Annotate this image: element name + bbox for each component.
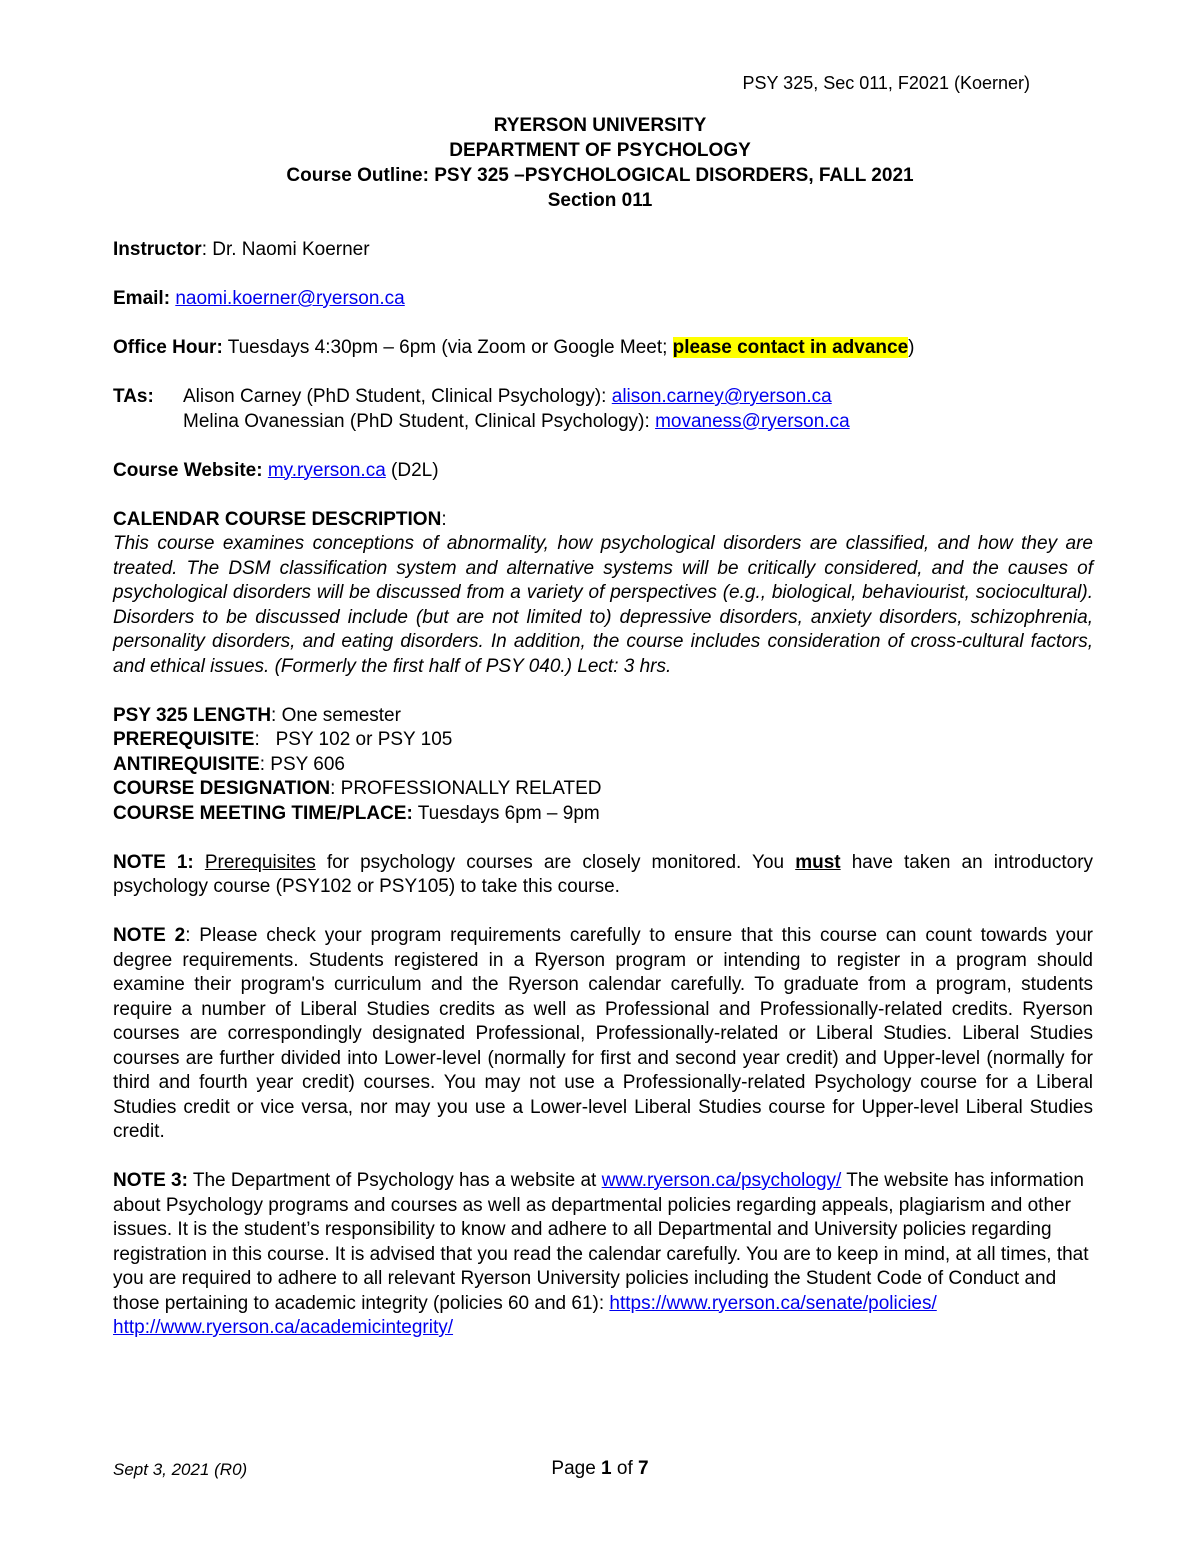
note-1-text: for psychology courses are closely monitored. You bbox=[315, 851, 796, 873]
note-2-text: : Please check your program requirements carefully to ensure that this course can count towards your degree requirements. Students registered in a Ryerson program or intending to register in a program should examine their program's curriculum and the Ryerson calendar carefully. To graduate from a program, students require a number of Liberal Studies credits as well as Professional and Professionally-related credits. Ryerson courses are correspondingly designated Professional, Professionally-related or Liberal Studies. Liberal Studies courses are further divided into Lower-level (normally for first and second year credit) and Upper-level (normally for third and fourth year credit) courses. You may not use a Professionally-related Psychology course for a Liberal Studies credit or vice versa, nor may you use a Lower-level Liberal Studies course for Upper-level Liberal Studies credit. bbox=[113, 925, 1093, 1142]
ta-item bbox=[183, 385, 850, 410]
psychology-website-link[interactable]: www.ryerson.ca/psychology/ bbox=[601, 1170, 842, 1191]
note-1 bbox=[113, 851, 1093, 900]
ta-email-link[interactable]: movaness@ryerson.ca bbox=[655, 410, 850, 432]
detail-row bbox=[113, 802, 1093, 827]
of-word: of bbox=[611, 1458, 639, 1479]
tas-label: TAs: bbox=[113, 386, 154, 407]
office-hour-highlight: please contact in advance bbox=[672, 337, 909, 358]
detail-row bbox=[113, 704, 1093, 729]
calendar-heading-colon: : bbox=[441, 508, 447, 530]
calendar-description: This course examines conceptions of abnormality, how psychological disorders are classified, and how they are treated. The DSM classification system and alternative systems will be critically considered, and the causes of psychological disorders will be discussed from a variety of perspectives (e.g., biological, behaviourist, sociocultural). Disorders to be discussed include (but are not limited to) depressive disorders, anxiety disorders, schizophrenia, personality disorders, and eating disorders. In addition, the course includes consideration of cross-cultural factors, and ethical issues. (Formerly the first half of PSY 040.) Lect: 3 hrs. bbox=[113, 533, 1093, 677]
current-page: 1 bbox=[601, 1458, 612, 1479]
footer-date: Sept 3, 2021 (R0) bbox=[113, 1460, 248, 1479]
detail-row bbox=[113, 777, 1093, 802]
note-3-label: NOTE 3: bbox=[113, 1170, 188, 1191]
detail-label: ANTIREQUISITE bbox=[113, 753, 260, 775]
detail-value: : PROFESSIONALLY RELATED bbox=[330, 778, 602, 799]
note-2 bbox=[113, 924, 1093, 1145]
detail-label: COURSE DESIGNATION bbox=[113, 778, 331, 799]
detail-value: : One semester bbox=[271, 704, 401, 726]
section-number: Section 011 bbox=[547, 190, 653, 211]
senate-policies-link[interactable]: https://www.ryerson.ca/senate/policies/ bbox=[609, 1292, 937, 1314]
ta-email-link[interactable]: alison.carney@ryerson.ca bbox=[611, 386, 832, 407]
document-body bbox=[113, 238, 1093, 1341]
detail-label: COURSE MEETING TIME/PLACE: bbox=[113, 802, 413, 824]
detail-value: : PSY 606 bbox=[259, 753, 345, 775]
running-header: PSY 325, Sec 011, F2021 (Koerner) bbox=[742, 73, 1030, 93]
course-website-link[interactable]: my.ryerson.ca bbox=[267, 459, 386, 481]
email-label: Email: bbox=[113, 288, 171, 309]
course-details bbox=[113, 704, 1093, 827]
detail-value: : PSY 102 or PSY 105 bbox=[254, 729, 453, 750]
note-3 bbox=[113, 1169, 1093, 1341]
office-hour-label: Office Hour: bbox=[113, 337, 223, 358]
note-1-label: NOTE 1: bbox=[113, 851, 194, 873]
department-name: DEPARTMENT OF PSYCHOLOGY bbox=[449, 140, 751, 161]
note-1-prerequisites: Prerequisites bbox=[204, 851, 316, 873]
tas-list bbox=[183, 385, 850, 434]
note-1-text-2: have taken an introductory psychology course (PSY102 or PSY105) to take this course. bbox=[113, 851, 1094, 897]
detail-label: PREREQUISITE bbox=[113, 729, 255, 750]
instructor-email-link[interactable]: naomi.koerner@ryerson.ca bbox=[175, 288, 405, 309]
course-website-line bbox=[113, 459, 1093, 484]
office-hour-tail: ) bbox=[908, 337, 915, 358]
instructor-value: : Dr. Naomi Koerner bbox=[201, 239, 370, 260]
detail-value: Tuesdays 6pm – 9pm bbox=[412, 802, 600, 824]
calendar-heading-text: CALENDAR COURSE DESCRIPTION bbox=[113, 508, 442, 530]
note-2-label: NOTE 2 bbox=[113, 925, 186, 946]
course-website-label: Course Website: bbox=[113, 459, 263, 481]
office-hour-line bbox=[113, 336, 1093, 361]
detail-label: PSY 325 LENGTH bbox=[113, 704, 272, 726]
ta-item bbox=[183, 410, 850, 435]
ta-name: Melina Ovanessian (PhD Student, Clinical Psychology): bbox=[183, 410, 656, 432]
academic-integrity-link[interactable]: http://www.ryerson.ca/academicintegrity/ bbox=[113, 1317, 454, 1338]
detail-row bbox=[113, 753, 1093, 778]
note-3-text: The Department of Psychology has a website at bbox=[187, 1170, 602, 1191]
title-block bbox=[0, 113, 1200, 213]
office-hour-text: Tuesdays 4:30pm – 6pm (via Zoom or Google Meet; bbox=[222, 337, 673, 358]
total-pages: 7 bbox=[638, 1458, 649, 1479]
calendar-heading bbox=[113, 508, 1093, 533]
page-word: Page bbox=[551, 1458, 602, 1479]
course-website-tail: (D2L) bbox=[385, 459, 439, 481]
note-1-must: must bbox=[795, 851, 841, 873]
ta-name: Alison Carney (PhD Student, Clinical Psychology): bbox=[183, 386, 612, 407]
page-number bbox=[0, 1458, 1200, 1480]
instructor-line bbox=[113, 238, 1093, 263]
detail-row bbox=[113, 728, 1093, 753]
university-name: RYERSON UNIVERSITY bbox=[493, 115, 707, 136]
instructor-label: Instructor bbox=[113, 239, 202, 260]
course-outline-title: Course Outline: PSY 325 –PSYCHOLOGICAL DISORDERS, FALL 2021 bbox=[286, 165, 914, 186]
tas-block bbox=[113, 385, 1093, 434]
note-3-text-2: The website has information about Psychology programs and courses as well as departmental policies regarding appeals, plagiarism and other issues. It is the student’s responsibility to know and adhere to all Departmental and University policies regarding registration in this course. It is advised that you read the calendar carefully. You are to keep in mind, at all times, that you are required to adhere to all relevant Ryerson University policies including the Student Code of Conduct and those pertaining to academic integrity (policies 60 and 61): bbox=[113, 1170, 1089, 1314]
email-line bbox=[113, 287, 1093, 312]
